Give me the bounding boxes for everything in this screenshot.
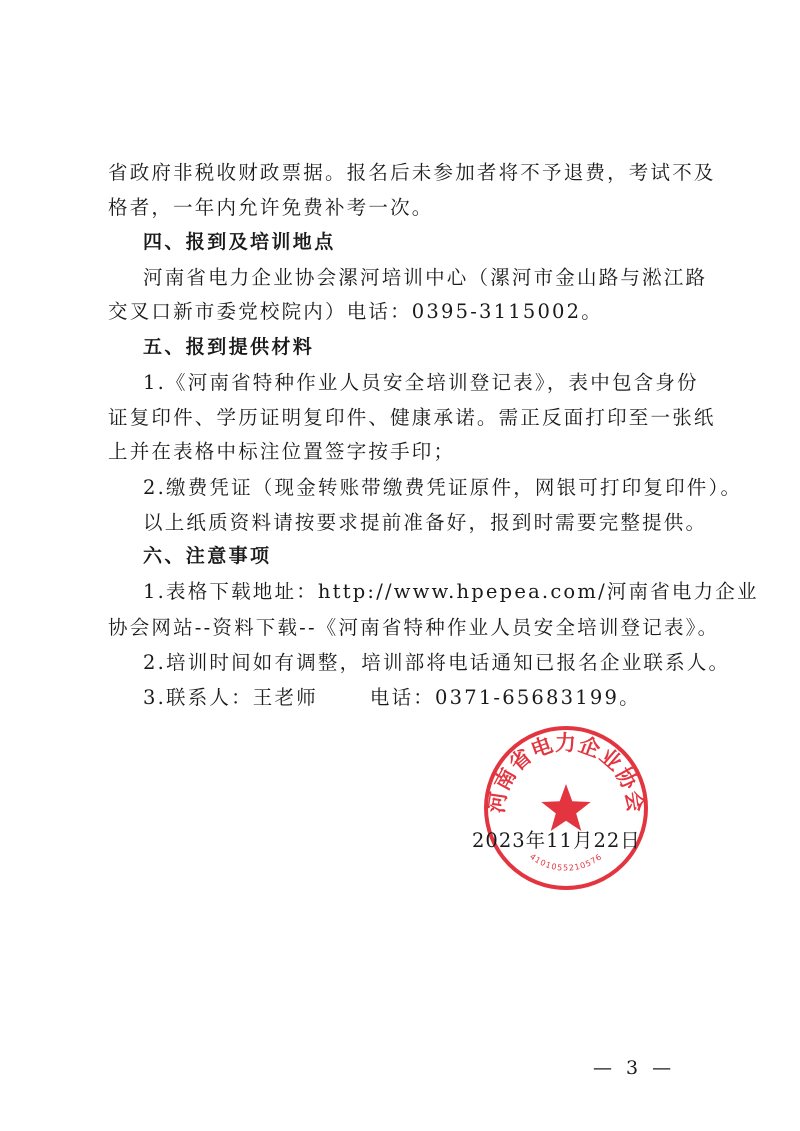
section-heading-location: 四、报到及培训地点: [143, 231, 336, 253]
body-text-line: 2.培训时间如有调整，培训部将电话通知已报名企业联系人。: [143, 651, 731, 674]
document-date: 2023年11月22日: [472, 829, 641, 852]
body-text-line: 协会网站--资料下载--《河南省特种作业人员安全培训登记表》。: [108, 616, 720, 639]
svg-text:河南省电力企业协会: 河南省电力企业协会: [484, 731, 648, 815]
contact-person: 3.联系人：王老师: [143, 686, 318, 709]
organization-seal: [480, 722, 652, 894]
body-text-line: 格者，一年内允许免费补考一次。: [108, 196, 434, 219]
body-text-line: 2.缴费凭证（现金转账带缴费凭证原件，网银可打印复印件）。: [143, 476, 743, 499]
contact-line: [143, 688, 641, 708]
body-text-line: 交叉口新市委党校院内）电话：0395-3115002。: [108, 300, 603, 323]
body-text-line: 以上纸质资料请按要求提前准备好，报到时需要完整提供。: [143, 511, 708, 534]
body-text-line: 1.《河南省特种作业人员安全培训登记表》，表中包含身份: [143, 371, 699, 394]
svg-text:4101055210576: 4101055210576: [528, 851, 604, 873]
body-text-line: 河南省电力企业协会漯河培训中心（漯河市金山路与淞江路: [143, 266, 708, 289]
page-number: — 3 —: [593, 1057, 676, 1079]
body-text-line: 省政府非税收财政票据。报名后未参加者将不予退费，考试不及: [108, 161, 716, 184]
section-heading-notes: 六、注意事项: [143, 545, 272, 567]
body-text-line: 1.表格下载地址：http://www.hpepea.com/河南省电力企业: [143, 580, 759, 603]
body-text-line: 上并在表格中标注位置签字按手印；: [108, 440, 456, 463]
contact-phone: 电话：0371-65683199。: [369, 686, 641, 709]
section-heading-materials: 五、报到提供材料: [143, 336, 315, 358]
body-text-line: 证复印件、学历证明复印件、健康承诺。需正反面打印至一张纸: [108, 406, 716, 429]
